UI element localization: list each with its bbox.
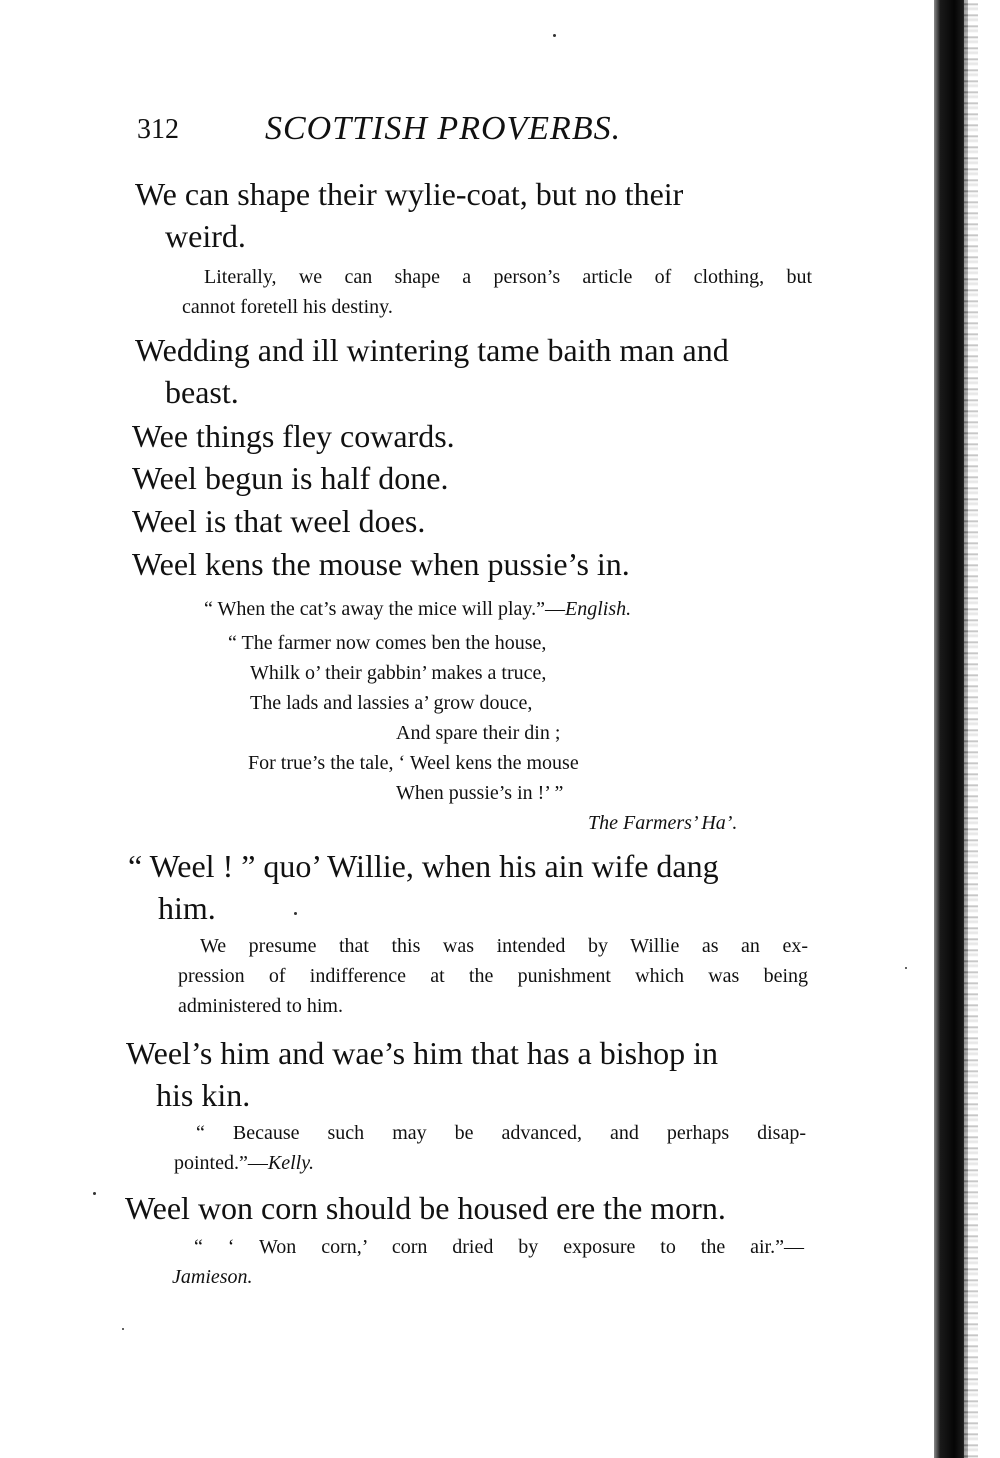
binding-edge (934, 0, 968, 1458)
page-header (137, 110, 817, 154)
note-line: Literally, we can shape a person’s article of clothing, but (204, 266, 812, 288)
proverb-text: Weel begun is half done. (132, 460, 449, 496)
proverb-entry (125, 1187, 805, 1229)
proverb-text: Weel’s him and wae’s him that has a bishop in (126, 1035, 718, 1071)
verse-attribution: The Farmers’ Ha’. (588, 812, 738, 834)
quote-attribution: English. (564, 598, 632, 620)
proverb-text: We can shape their wylie-coat, but no their (135, 176, 684, 212)
note-line: “ Because such may be advanced, and perhaps disap- (196, 1122, 806, 1144)
proverb-continuation: him. (158, 890, 216, 926)
verse-line: When pussie’s in !’ ” (396, 782, 564, 804)
proverb-note (182, 262, 812, 322)
proverb-text: Weel won corn should be housed ere the morn. (125, 1190, 726, 1226)
note-line: administered to him. (178, 995, 343, 1017)
proverb-entry (126, 1032, 806, 1116)
page-number: 312 (137, 114, 179, 145)
proverb-note (172, 1232, 804, 1292)
quote-text: “ When the cat’s away the mice will play.”— (204, 598, 565, 620)
proverb-text: Wedding and ill wintering tame baith man and (135, 332, 729, 368)
proverb-entry (132, 543, 812, 585)
note-attribution: Jamieson. (172, 1266, 253, 1288)
running-title: SCOTTISH PROVERBS. (265, 110, 622, 147)
note-line: cannot foretell his destiny. (182, 296, 393, 318)
verse-block (228, 628, 788, 838)
proverb-text: Weel kens the mouse when pussie’s in. (132, 546, 630, 582)
note-attribution: Kelly. (267, 1152, 314, 1174)
binding-edge-texture (964, 0, 978, 1458)
ink-speck (553, 34, 556, 37)
proverb-text: Wee things fley cowards. (132, 418, 455, 454)
verse-line: Whilk o’ their gabbin’ makes a truce, (250, 662, 547, 684)
proverb-note (174, 1118, 806, 1178)
proverb-note (204, 594, 804, 624)
ink-speck (905, 967, 907, 969)
verse-line: “ The farmer now comes ben the house, (228, 632, 547, 654)
verse-line: The lads and lassies a’ grow douce, (250, 692, 533, 714)
proverb-entry (128, 845, 808, 929)
proverb-note (178, 931, 808, 1021)
ink-speck (93, 1192, 96, 1195)
proverb-continuation: weird. (165, 218, 246, 254)
verse-line: For true’s the tale, ‘ Weel kens the mouse (248, 752, 579, 774)
proverb-entry (132, 415, 812, 457)
note-line: “ ‘ Won corn,’ corn dried by exposure to the air.”— (194, 1236, 804, 1258)
ink-speck (122, 1328, 124, 1330)
note-line: We presume that this was intended by Willie as an ex- (200, 935, 808, 957)
note-line: pointed.”— (174, 1152, 268, 1174)
proverb-entry (135, 329, 815, 413)
proverb-text: Weel is that weel does. (132, 503, 426, 539)
proverb-continuation: beast. (165, 374, 239, 410)
proverb-text: “ Weel ! ” quo’ Willie, when his ain wife dang (128, 848, 719, 884)
proverb-continuation: his kin. (156, 1077, 251, 1113)
proverb-entry (132, 457, 812, 499)
note-line: pression of indifference at the punishment which was being (178, 965, 808, 987)
verse-line: And spare their din ; (396, 722, 561, 744)
proverb-entry (132, 500, 812, 542)
proverb-entry (135, 173, 815, 257)
